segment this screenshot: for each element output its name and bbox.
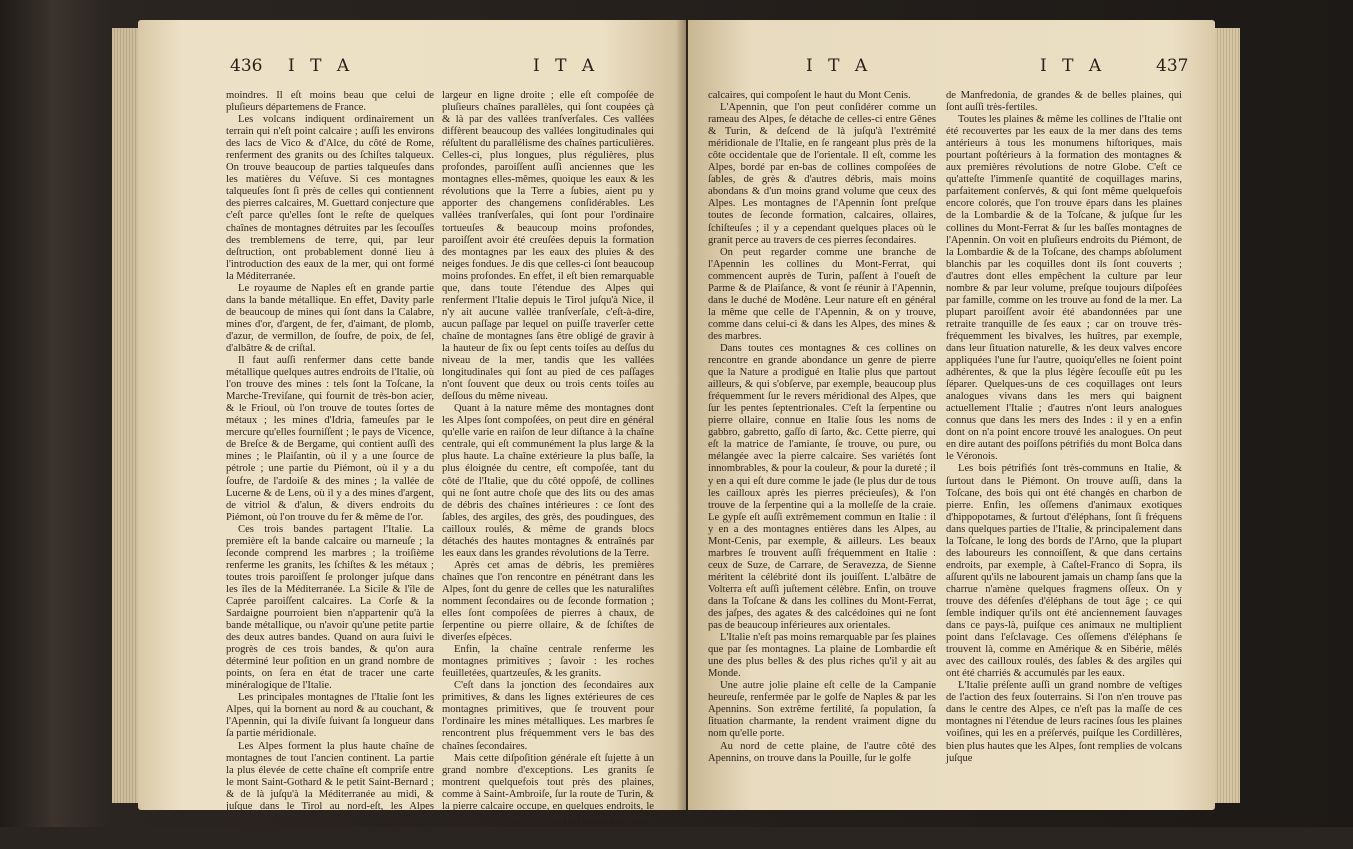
- right-page: [688, 20, 1215, 810]
- paragraph: largeur en ligne droite ; elle eſt compoſée de pluſieurs chaînes parallèles, qui ſont coupées çà & là par des vallées tranſverſales. Ces vallées diffèrent beaucoup des vallées longitudinales qui réſultent du parallélisme des chaînes particulières. Celles-ci, plus longues, plus régulières, plus profondes, paroiſſent auſſi anciennes que les montagnes elles-mêmes, quoique les eaux & les révolutions que la Terre a ſubies, aient pu y apporter des changemens conſidérables. Les vallées tranſverſales, qui ſont pour l'ordinaire tortueuſes & beaucoup moins profondes, paroiſſent avoir été creuſées depuis la formation des montagnes par les eaux des pluies & des neiges fondues. Je dis que celles-ci ſont beaucoup moins profondes. En effet, il eſt bien remarquable que, dans toute l'étendue des Alpes qui renferment l'Italie depuis le Tirol juſqu'à Nice, il n'y ait aucune vallée tranſverſale, c'eſt-à-dire, aucun paſſage par lequel on puiſſe traverſer cette chaîne de montagnes ſans être obligé de gravir à la hauteur de ſix ou ſept cents toiſes au deſſus du niveau de la mer, tandis que les vallées longitudinales qui ſont au pied de ces paſſages n'ont ſouvent que deux ou trois cents toiſes au deſſous du même niveau.: [442, 90, 654, 403]
- paragraph: Enfin, la chaîne centrale renferme les montagnes primitives ; ſavoir : les roches feuilletées, quartzeuſes, & les granits.: [442, 644, 654, 680]
- paragraph: Les bois pétrifiés ſont très-communs en Italie, & ſurtout dans le Piémont. On trouve auſſi, dans la Toſcane, des bois qui ont été changés en charbon de pierre. Enfin, les oſſemens d'animaux exotiques d'hippopotames, & ſurtout d'éléphans, ſont ſi fréquens dans quelques parties de l'Italie, & principalement dans la Toſcane, le long des bords de l'Arno, que la plupart des laboureurs les connoiſſent, & que dans certains endroits, par exemple, à Caſtel-Franco di Sopra, ils aſſurent qu'ils ne labourent jamais un champ ſans que la charrue n'amène quelques fragmens oſſeux. On y trouve des défenſes d'éléphans de tout âge ; ce qui ſemble indiquer qu'ils ont été anciennement ſauvages dans ce pays-là, puiſque ces animaux ne multiplient point dans l'eſclavage. Ces oſſemens d'éléphans ſe trouvent là, comme en Amérique & en Sibérie, mêlés avec des cailloux roulés, des ſables & des argiles qui ont été charriés & accumulés par les eaux.: [946, 463, 1182, 680]
- right-page-column-1: [708, 90, 936, 802]
- paragraph: calcaires, qui compoſent le haut du Mont Cenis.: [708, 90, 911, 101]
- left-page-column-2: [442, 90, 654, 824]
- paragraph: Mais cette diſpoſition générale eſt ſujette à un grand nombre d'exceptions. Les granits ſe montrent quelquefois tout près des plaines, comme à Saint-Ambroiſe, ſur la route de Turin, & la pierre calcaire occupe, en quelques endroits, le centre de la chaîne ; tels ſont les ſchiſtes micacés,: [442, 752, 654, 824]
- paragraph: C'eſt dans la jonction des ſecondaires aux primitives, & dans les lignes extérieures de ces montagnes primitives, que ſe trouvent pour l'ordinaire les mines métalliques. Les marbres ſe rencontrent plus fréquemment vers le bas des chaînes ſecondaires.: [442, 680, 654, 752]
- page-number-left: 436: [230, 56, 263, 76]
- page-edges-right: [1212, 28, 1240, 803]
- paragraph: Ces trois bandes partagent l'Italie. La première eſt la bande calcaire ou marneuſe ; la ſeconde comprend les marbres ; la troiſième renferme les granits, les ſchiſtes & les métaux ; toutes trois paroiſſent ſe prolonger juſque dans les îles de la Méditerranée. La Sicile & l'île de Caprée paroiſſent calcaires. La Corſe & la Sardaigne pourroient bien n'appartenir qu'à la bande métallique, ou n'avoir qu'une petite partie des deux autres bandes. Quand on aura ſuivi le progrès de ces trois bandes, & qu'on aura déterminé leur poſition en un grand nombre de points, on ſera en état de tracer une carte minéralogique de l'Italie.: [226, 523, 434, 692]
- paragraph: de Manfredonia, de grandes & de belles plaines, qui ſont auſſi très-fertiles.: [946, 90, 1182, 114]
- paragraph: Une autre jolie plaine eſt celle de la Campanie heureuſe, renfermée par le golfe de Naples & par les Apennins. Son extrême fertilité, ſa population, ſa ſituation charmante, la rendent vraiment digne du nom qu'elle porte.: [708, 680, 936, 740]
- paragraph: Quant à la nature même des montagnes dont les Alpes ſont compoſées, on peut dire en général qu'elle varie en raiſon de leur diſtance à la chaîne centrale, qui eſt communément la plus large & la plus haute. La chaîne extérieure la plus baſſe, la plus éloignée du centre, eſt compoſée, tant du côté de l'Italie, que du côté oppoſé, de collines qui ne ſont autre choſe que des lits ou des amas de débris des chaînes intérieures : ce ſont des ſables, des argiles, des grès, des poudingues, des cailloux roulés, & même de grands blocs détachés des hautes montagnes & entraînés par les eaux dans les grandes révolutions de la Terre.: [442, 403, 654, 559]
- paragraph: Il faut auſſi renfermer dans cette bande métallique quelques autres endroits de l'Italie, où l'on trouve des mines : tels ſont la Toſcane, la Marche-Treviſane, qui fournit de très-bon acier, & le Frioul, où l'on trouve de toutes ſortes de métaux ; les mines d'Idria, fameuſes par le mercure qu'elles fourniſſent ; le pays de Vicence, de Breſce & de Bergame, qui contient auſſi des mines ; le Plaiſantin, où il y a une ſource de pétrole ; une partie du Piémont, où il y a du ſoufre, de l'ardoiſe & des mines ; la vallée de Lucerne & de Lens, où il y a des mines d'argent, de vitriol & d'alun, & divers endroits du Piémont, où l'on trouve du fer & même de l'or.: [226, 355, 434, 523]
- paragraph: Les volcans indiquent ordinairement un terrain qui n'eſt point calcaire ; auſſi les environs des lacs de Vico & d'Alce, du côté de Rome, renferment des granits ou des ſchiſtes talqueux. On trouve beaucoup de parties talqueuſes dans les matières du Véſuve. Si ces montagnes talqueuſes ſont ſi près de celles qui contiennent des pierres calcaires, M. Guettard conjecture que c'eſt parce qu'elles ſont le reſte de quelques chaînes de montagnes détruites par les ſecouſſes des tremblemens de terre, qui, par leur deſtruction, ont probablement donné lieu à l'introduction des eaux de la mer, qui ont formé la Méditerranée.: [226, 114, 434, 282]
- paragraph: L'Apennin, que l'on peut conſidérer comme un rameau des Alpes, ſe détache de celles-ci entre Gênes & Turin, & deſcend de là juſqu'à l'extrémité méridionale de l'Italie, en ſe rangeant plus près de la côte occidentale que de l'orientale. Il eſt, comme les Alpes, bordé par en-bas de collines compoſées de ſables, de grès & d'autres débris, mais moins abondans & d'un moins grand volume que ceux des Alpes. Les montagnes de l'Apennin ſont preſque toutes de ſeconde formation, calcaires, ollaires, ſchiſteuſes ; il y a cependant quelques places où le granit perce au travers de ces pierres ſecondaires.: [708, 102, 936, 246]
- paragraph: Les Alpes forment la plus haute chaîne de montagnes de tout l'ancien continent. La partie la plus élevée de cette chaîne eſt compriſe entre le mont Saint-Gothard & le petit Saint-Bernard ; & de là juſqu'à la Méditerranée au midi, & juſque dans le Tirol au nord-eſt, les Alpes s'abaiſſent continuellement.: [226, 740, 434, 824]
- running-title-right-col2: I T A: [1040, 56, 1107, 76]
- paragraph: Les principales montagnes de l'Italie ſont les Alpes, qui la bornent au nord & au couchant, & l'Apennin, qui la diviſe ſuivant ſa longueur dans ſa partie méridionale.: [226, 692, 434, 740]
- paragraph: Le royaume de Naples eſt en grande partie dans la bande métallique. En effet, Davity parle de beaucoup de mines qui ſont dans la Calabre, mines d'or, d'argent, de fer, d'aimant, de plomb, d'azur, de vermillon, de ſoufre, de poix, de ſel, d'albâtre & de criſtal.: [226, 282, 434, 354]
- page-number-right: 437: [1156, 56, 1189, 76]
- paragraph: Dans toutes ces montagnes & ces collines on rencontre en grande abondance un genre de pierre que la Nature a prodigué en Italie plus que partout ailleurs, & qui s'obſerve, par exemple, beaucoup plus fréquemment ſur le revers méridional des Alpes, que ſur les pentes ſeptentrionales. C'eſt la ſerpentine ou pierre ollaire, connue en Italie ſous les noms de gabbro, gabretto, gaſſo di ſarto, &c. Cette pierre, qui eſt la matrice de l'amiante, ſe trouve, ou pure, ou mélangée avec la pierre calcaire. Ses variétés ſont innombrables, & pour la couleur, & pour la dureté ; il y en a qui eſt dure comme le jade (le plus dur de tous les cailloux après les pierres précieuſes), & l'on trouve de la ſerpentine qui a la molleſſe de la craie. Le gypſe eſt auſſi extrêmement commun en Italie : il y en a des montagnes entières dans les Alpes, au Mont-Cenis, par exemple, & ailleurs. Les beaux marbres ſe trouvent auſſi fréquemment en Italie : ceux de Suze, de Carrare, de Seravezza, de Sienne méritent la célébrité dont ils jouiſſent. L'albâtre de Volterra eſt auſſi juſtement célèbre. Enfin, on trouve dans la Toſcane & dans les collines du Mont-Ferrat, des jaſpes, des agates & des calcédoines qui ne ſont pas de beaucoup inférieures aux orientales.: [708, 342, 936, 632]
- paragraph: On peut regarder comme une branche de l'Apennin les collines du Mont-Ferrat, qui commencent auprès de Turin, paſſent à l'oueſt de Parme & de Plaiſance, & vont ſe réunir à l'Apennin, dans le duché de Modène. Leur nature eſt en général la même que celle de l'Apennin, & on y trouve, comme dans celui-ci & dans les Alpes, des mines & des marbres.: [708, 246, 936, 342]
- paragraph: L'Italie n'eſt pas moins remarquable par ſes plaines que par ſes montagnes. La plaine de Lombardie eſt une des plus belles & des plus riches qu'il y ait au Monde.: [708, 632, 936, 680]
- left-page: [138, 20, 686, 848]
- left-page-column-1: [226, 90, 434, 848]
- paragraph: Cette chaîne a quarante ou cinquante lieues de: [226, 824, 434, 848]
- paragraph: Au nord de cette plaine, de l'autre côté des Apennins, on trouve dans la Pouille, ſur le golfe: [708, 740, 936, 764]
- running-title-right-col1: I T A: [806, 56, 873, 76]
- paragraph: Après cet amas de débris, les premières chaînes que l'on rencontre en pénétrant dans les Alpes, ſont du genre de celles que les naturaliſtes nomment ſecondaires ou de ſeconde formation ; elles ſont compoſées de pierres à chaux, de ſerpentine ou pierre ollaire, & de ſchiſtes de diverſes eſpèces.: [442, 559, 654, 644]
- right-page-column-2: [946, 90, 1182, 802]
- paragraph: L'Italie préſente auſſi un grand nombre de veſtiges de l'action des feux ſouterrains. Si l'on n'en trouve pas dans le centre des Alpes, ce n'eſt pas la maſſe de ces montagnes ni l'étendue de leurs racines ſous les plaines voiſines, qui les en a préſervés, puiſque les Cordillères, bien plus hautes que les Alpes, ſont remplies de volcans juſque: [946, 680, 1182, 764]
- paragraph: moindres. Il eſt moins beau que celui de pluſieurs départemens de France.: [226, 90, 434, 114]
- paragraph: Toutes les plaines & même les collines de l'Italie ont été recouvertes par les eaux de la mer dans des tems antérieurs à tous les monumens hiſtoriques, mais pourtant poſtérieurs à la formation des montagnes & aux premières révolutions de notre Globe. C'eſt ce qu'atteſte l'immenſe quantité de coquillages marins, parfaitement conſervés, & qui ſont même quelquefois encore colorés, que l'on trouve épars dans les plaines de la Lombardie & de la Toſcane, & juſque ſur les collines du Mont-Ferrat & ſur les baſſes montagnes de l'Apennin. On voit en pluſieurs endroits du Piémont, de la Lombardie & de la Toſcane, des champs abſolument blanchis par les coquilles dont ils ſont couverts ; d'autres dont elles empêchent la culture par leur nombre & par leur volume, preſque toujours diſpoſées par famille, comme on les trouve au fond de la mer. La plupart paroiſſent avoir été abandonnées par une retraite tranquille de ſes eaux ; car on trouve très-fréquemment les bivalves, les huîtres, par exemple, dans leur ſituation naturelle, & les deux valves encore appliquées l'une ſur l'autre, quoiqu'elles ne ſoient point adhérentes, & que la plus légère ſecouſſe eût pu les ſéparer. Quelques-uns de ces coquillages ont leurs analogues vivans dans les mers qui baignent actuellement l'Italie ; d'autres n'ont leurs analogues connus que dans les mers des Indes : il y en a enfin dont on n'a point encore trouvé les analogues. On peut en dire autant des poiſſons pétrifiés du mont Bolca dans le Véronois.: [946, 114, 1182, 463]
- running-title-left-col1: I T A: [288, 56, 355, 76]
- running-title-left-col2: I T A: [533, 56, 600, 76]
